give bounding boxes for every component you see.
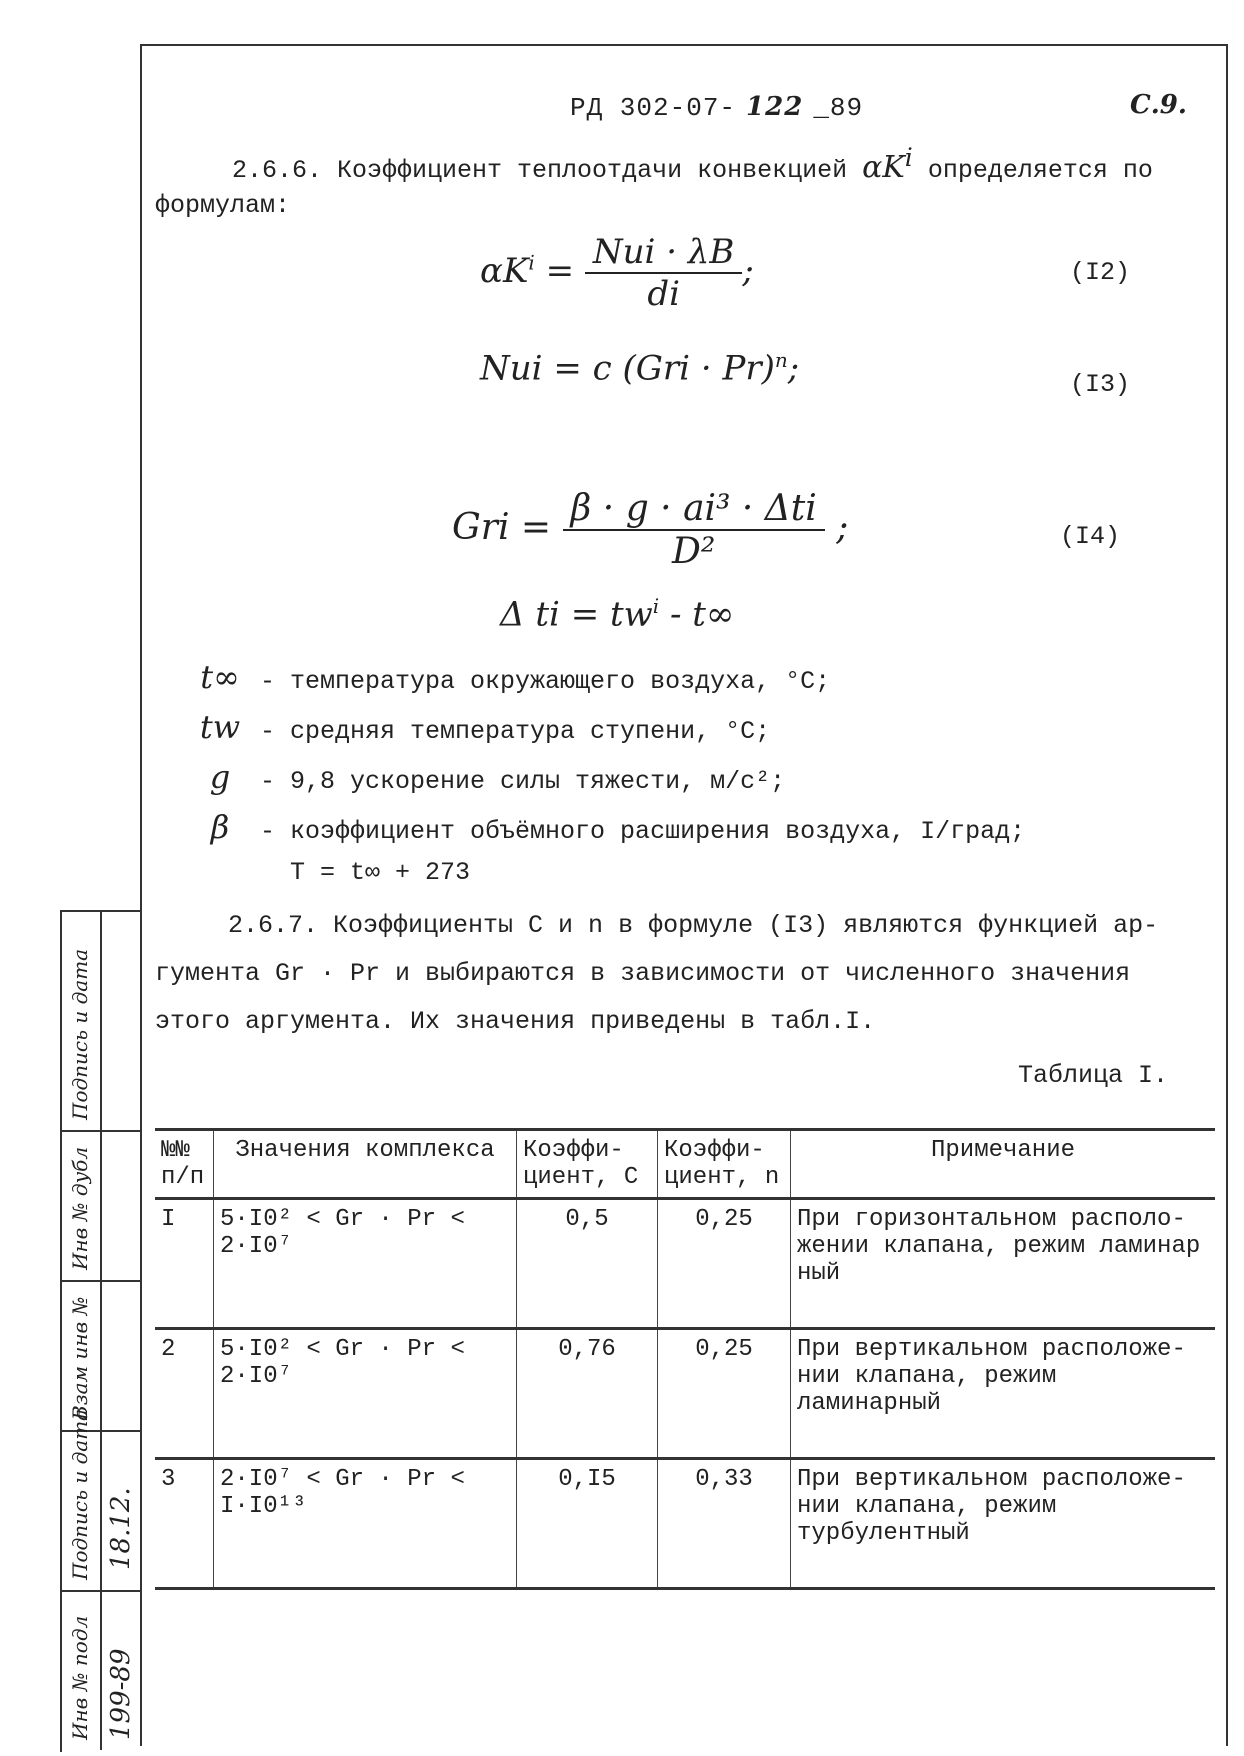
formula-i4: Gri = $\frac{\text{β · g · ai³ · Δti}}{\text{D²}}$ ; <box>452 488 849 572</box>
coefficients-table <box>155 1128 1215 1590</box>
table-row <box>155 1199 1215 1329</box>
eqno-i2: (I2) <box>1070 258 1131 287</box>
f14-denominator: D² <box>672 531 716 572</box>
def-symbol: g <box>209 758 231 796</box>
f14-numerator: β · g · ai³ · Δti <box>563 488 825 531</box>
table-row <box>155 1459 1215 1589</box>
para-text: 2.6.6. Коэффициент теплоотдачи конвекцией <box>232 156 848 185</box>
cell-complex: 5·I0² < Gr · Pr < 2·I0⁷ <box>214 1199 517 1329</box>
table-caption: Таблица I. <box>1018 1061 1169 1090</box>
col-header-n: Коэффи- циент, n <box>658 1130 791 1199</box>
stamp-inv-dubl: Инв № дубл <box>68 1146 92 1270</box>
def-text: - средняя температура ступени, °С; <box>260 717 771 746</box>
table-row <box>155 1329 1215 1459</box>
alpha-k-sup: i <box>904 143 913 172</box>
f14-lhs: Gri = <box>452 507 552 548</box>
stamp-inv-value: 199-89 <box>106 1648 136 1740</box>
cell-note: При горизонтальном располо- жении клапана, режим ламинар ный <box>791 1199 1216 1329</box>
cell-no: I <box>161 1206 176 1233</box>
cell-note: При вертикальном расположе- нии клапана, режим ламинарный <box>791 1329 1216 1459</box>
formula-i3: Nui = c (Gri · Pr)$^n$; <box>480 348 800 389</box>
stamp-podpis-data: Подпись и дата <box>68 1408 92 1580</box>
def-symbol: β <box>210 808 230 846</box>
para-2-6-7-line3: этого аргумента. Их значения приведены в табл.I. <box>155 1007 876 1036</box>
cell-n: 0,33 <box>658 1459 791 1589</box>
f12-denominator: di <box>647 274 680 314</box>
cell-no: 3 <box>161 1466 176 1493</box>
stamp-date-value: 18.12. <box>106 1487 136 1570</box>
cell-c: 0,76 <box>517 1329 658 1459</box>
f14-fraction <box>563 488 825 572</box>
col-header-c: Коэффи- циент, C <box>517 1130 658 1199</box>
col-header-no: №№ п/п <box>161 1137 205 1191</box>
f12-fraction <box>585 232 742 314</box>
def-text: - температура окружающего воздуха, °С; <box>260 667 831 696</box>
cell-note: При вертикальном расположе- нии клапана, режим турбулентный <box>791 1459 1216 1589</box>
cell-complex: 5·I0² < Gr · Pr < 2·I0⁷ <box>214 1329 517 1459</box>
cell-n: 0,25 <box>658 1329 791 1459</box>
def-text: - 9,8 ускорение силы тяжести, м/с²; <box>260 767 786 796</box>
definition-t-inf <box>180 658 830 696</box>
stamp-podpis-data-top: Подпись и дата <box>68 948 92 1120</box>
f12-lhs: αK <box>480 251 529 291</box>
doc-code-prefix: РД 302-07- <box>570 93 737 123</box>
document-header <box>570 92 863 123</box>
stamp-hline <box>60 1590 140 1592</box>
doc-year: _89 <box>813 93 864 123</box>
eqno-i3: (I3) <box>1070 370 1131 399</box>
side-stamp <box>60 910 136 1750</box>
alpha-k-symbol <box>862 143 913 185</box>
col-header-note: Примечание <box>791 1130 1216 1199</box>
t-kelvin-formula: Т = t∞ + 273 <box>290 858 471 887</box>
para-2-6-6-line1 <box>232 134 1153 195</box>
f15-text: Δ ti = tw <box>500 594 653 635</box>
stamp-inv-podl: Инв № подл <box>68 1615 92 1740</box>
f15-end: - t∞ <box>670 594 735 635</box>
f15-sup: i <box>652 594 660 618</box>
definition-g <box>180 758 785 796</box>
cell-c: 0,5 <box>517 1199 658 1329</box>
para-2-6-7-line2: гумента Gr · Pr и выбираются в зависимости от численного значения <box>155 959 1131 988</box>
eqno-i4: (I4) <box>1060 522 1121 551</box>
def-text: - коэффициент объёмного расширения воздуха, I/град; <box>260 817 1026 846</box>
stamp-vzam-inv: Взам инв № <box>68 1296 92 1420</box>
stamp-divider <box>100 910 102 1750</box>
f12-lhs-sup: i <box>528 250 535 275</box>
formula-delta-t <box>500 594 734 634</box>
definition-beta <box>180 808 1025 846</box>
f13-exponent: n <box>774 348 788 372</box>
def-symbol: t∞ <box>200 658 240 696</box>
cell-complex: 2·I0⁷ < Gr · Pr < I·I0¹³ <box>214 1459 517 1589</box>
formula-i2: $\alpha K^i$ = $\frac{\text{Nui · λB}}{di}$ ; <box>480 232 754 314</box>
page-number: С.9. <box>1130 90 1187 120</box>
col-header-complex: Значения комплекса <box>214 1130 517 1199</box>
doc-number: 122 <box>746 92 804 122</box>
definition-t-w <box>180 708 770 746</box>
alpha-k-text: αK <box>862 150 905 185</box>
stamp-hline <box>60 1280 140 1282</box>
cell-no: 2 <box>161 1336 176 1363</box>
stamp-hline <box>60 1130 140 1132</box>
para-2-6-6-line2: формулам: <box>155 191 291 220</box>
f12-numerator: Nui · λB <box>585 232 742 274</box>
para-2-6-7-line1: 2.6.7. Коэффициенты C и n в формуле (I3) являются функцией ар- <box>228 911 1159 940</box>
cell-c: 0,I5 <box>517 1459 658 1589</box>
def-symbol: tw <box>199 708 241 746</box>
f13-text: Nui = c (Gri · Pr) <box>480 348 775 389</box>
para-text-end: определяется по <box>927 156 1153 185</box>
table-header-row <box>155 1130 1215 1199</box>
cell-n: 0,25 <box>658 1199 791 1329</box>
